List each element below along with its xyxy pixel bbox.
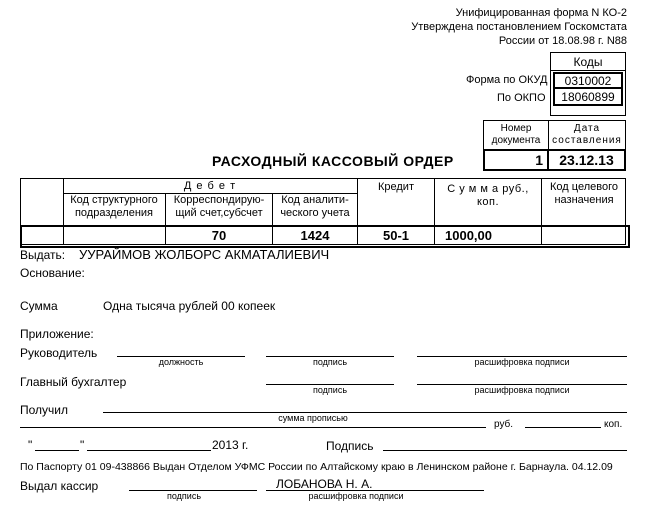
date-quote-close: " (80, 438, 85, 452)
kop-line[interactable] (525, 427, 601, 428)
passport-text: По Паспорту 01 09-438866 Выдан Отделом УФМС России по Алтайскому краю в Ленинском районе г. Барнаула. 04.12.09 (20, 461, 613, 473)
debit-header: Д е б е т (183, 180, 237, 192)
rub-label: руб. (494, 419, 514, 430)
kop-label: коп. (604, 419, 623, 430)
date-day-line[interactable] (35, 450, 79, 451)
sum-label: Сумма (20, 299, 58, 313)
issue-label: Выдать: (20, 248, 66, 262)
codes-box (550, 52, 626, 116)
accountant-decode-caption: расшифровка подписи (474, 385, 570, 395)
corr-value: 70 (211, 228, 227, 243)
doc-number-header (483, 120, 549, 150)
doc-title: РАСХОДНЫЙ КАССОВЫЙ ОРДЕР (212, 153, 454, 169)
form-header-line2: Утверждена постановлением Госкомстата (411, 21, 627, 33)
doc-number: 1 (485, 151, 549, 169)
head-decode-caption: расшифровка подписи (474, 357, 570, 367)
date-month-line[interactable] (87, 450, 211, 451)
head-position-caption: должность (158, 357, 204, 367)
credit-value: 50-1 (382, 228, 410, 243)
received-signature-line[interactable] (383, 450, 627, 451)
form-header-line3: России от 18.08.98 г. N88 (498, 35, 627, 47)
sum-value: 1000,00 (445, 228, 492, 243)
form-header-line1: Унифицированная форма N КО-2 (455, 7, 627, 19)
accountant-signature-caption: подпись (312, 385, 348, 395)
codes-title: Коды (551, 53, 625, 71)
cashier-name: ЛОБАНОВА Н. А. (276, 477, 373, 491)
attach-label: Приложение: (20, 327, 94, 341)
okpo-value: 18060899 (553, 89, 623, 106)
cashier-signature-caption: подпись (166, 491, 202, 501)
basis-label: Основание: (20, 266, 85, 280)
okud-value: 0310002 (553, 72, 623, 89)
col-analit-header: Код аналити-ческого учета (280, 194, 350, 219)
cashier-decode-caption: расшифровка подписи (308, 491, 404, 501)
head-label: Руководитель (20, 346, 98, 360)
col-credit-header: Кредит (377, 181, 414, 193)
signature-label: Подпись (326, 439, 374, 453)
accounting-table (20, 178, 626, 245)
col-corr-header: Корреспондирую-щий счет,субсчет (173, 194, 265, 219)
accountant-label: Главный бухгалтер (20, 375, 127, 389)
issue-value: УУРАЙМОВ ЖОЛБОРС АКМАТАЛИЕВИЧ (79, 247, 330, 262)
col-struct-header: Код структурного подразделения (70, 194, 158, 219)
sum-words-line[interactable] (20, 427, 486, 428)
received-label: Получил (20, 403, 68, 417)
date-quote-open: " (28, 438, 33, 452)
sum-words-caption: сумма прописью (278, 413, 348, 423)
doc-number-label: Номер документа (491, 123, 541, 146)
col-sum-header: С у м м а руб., коп. (447, 183, 529, 208)
cashier-label: Выдал кассир (20, 479, 99, 493)
doc-number-date-box (483, 149, 626, 171)
date-year: 2013 г. (212, 438, 249, 452)
head-signature-caption: подпись (312, 357, 348, 367)
table-row (20, 225, 630, 248)
doc-date-header (548, 120, 626, 150)
doc-date: 23.12.13 (559, 152, 614, 168)
doc-date-label: Дата составления (552, 123, 622, 146)
sum-words: Одна тысяча рублей 00 копеек (103, 299, 276, 313)
okud-label: Форма по ОКУД (466, 74, 548, 86)
okpo-label: По ОКПО (497, 92, 546, 104)
analit-value: 1424 (300, 228, 330, 243)
col-target-header: Код целевого назначения (550, 181, 618, 206)
